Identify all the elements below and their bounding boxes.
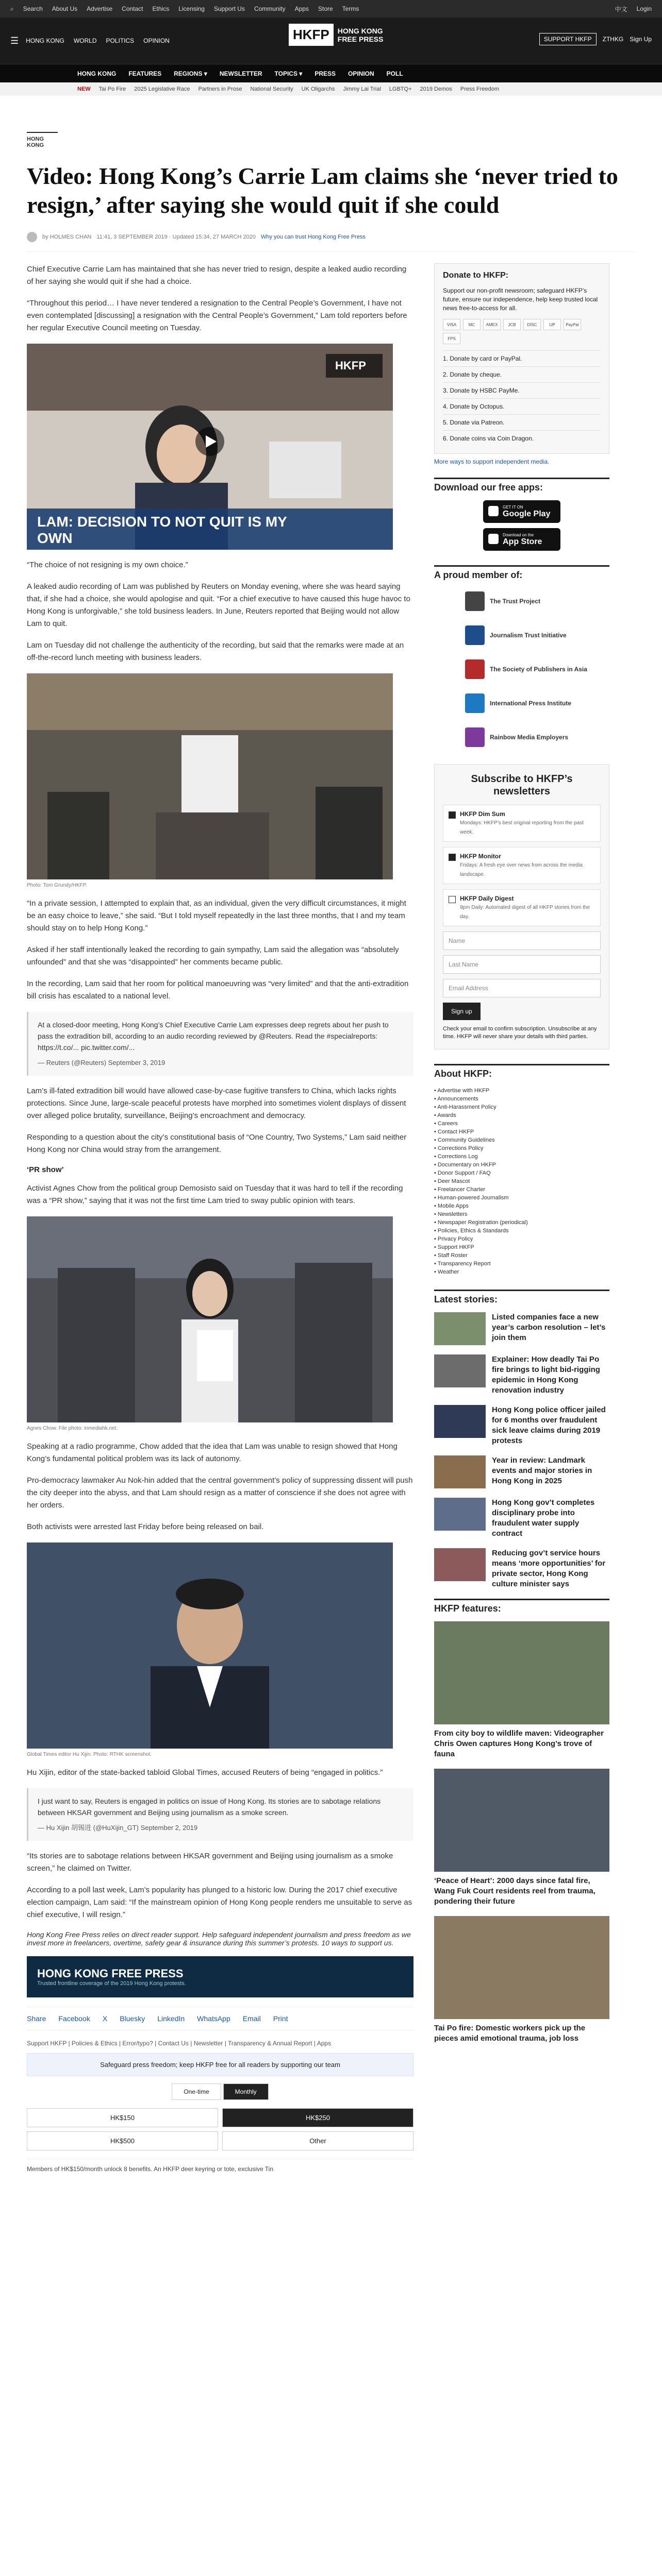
paragraph: A leaked audio recording of Lam was published by Reuters on Monday evening, where she was heard saying that, if she had a choice, she would apologise and quit. “For a chief executive to have caused this huge havoc to Hong Kong is unforgivable,” she told business leaders. In June, Reuters reported that Beijing would not allow Lam to quit.: [27, 582, 410, 628]
story-title[interactable]: Explainer: How deadly Tai Po fire brings to light bid-rigging epidemic in Hong Kong renovation industry: [492, 1355, 600, 1395]
nl-name: HKFP Daily Digest: [460, 895, 514, 902]
trend-link[interactable]: Partners in Prose: [198, 86, 242, 92]
top-link[interactable]: About Us: [52, 5, 78, 12]
login-link[interactable]: Login: [636, 5, 652, 12]
feature-story[interactable]: [434, 1621, 609, 1759]
donation-frequency-tabs: [27, 2083, 413, 2100]
member-logo[interactable]: [434, 690, 609, 717]
donation-amounts: [27, 2108, 413, 2150]
new-label: NEW: [77, 86, 91, 92]
trend-link[interactable]: UK Oligarchs: [301, 86, 335, 92]
donate-box: [434, 263, 609, 454]
paragraph: Asked if her staff intentionally leaked the recording to gain sympathy, Lam said the allegation was “absolutely unfounded” and that she was “disappointed” her comments became public.: [27, 945, 399, 967]
nl-desc: Fridays: A fresh eye over news from across the media landscape.: [460, 862, 583, 877]
apple-icon: [488, 534, 499, 544]
photo-agnes-chow: [27, 1216, 393, 1422]
about-title: About HKFP:: [434, 1064, 609, 1079]
paragraph: According to a poll last week, Lam’s popularity has plunged to a historic low. During the 2017 chief executive election campaign, Lam said: “If the mainstream opinion of Hong Kong people renders me unsuitable to serve as chief executive, I will resign.”: [27, 1886, 412, 1919]
about-link[interactable]: • Corrections Policy: [434, 1145, 484, 1151]
share-linkedin[interactable]: LinkedIn: [157, 2014, 185, 2023]
about-link[interactable]: • Careers: [434, 1121, 458, 1127]
paragraph: Hu Xijin, editor of the state-backed tabloid Global Times, accused Reuters of being “engaged in politics.”: [27, 1768, 383, 1777]
donate-method[interactable]: 4. Donate by Octopus.: [443, 398, 601, 414]
banner-title: HONG KONG FREE PRESS: [37, 1967, 184, 1980]
nl-desc: Mondays: HKFP’s best original reporting from the past week.: [460, 820, 584, 835]
paragraph: Activist Agnes Chow from the political group Demosisto said on Tuesday that it was hard to tell if the recording was a “PR show,” saying that it was not the first time Lam tried to sway public opinion with tears.: [27, 1184, 403, 1205]
card-icon: PayPal: [564, 319, 581, 330]
about-link[interactable]: • Newsletters: [434, 1211, 468, 1217]
gp-label: Google Play: [503, 509, 551, 518]
checkbox[interactable]: [449, 811, 456, 819]
nav-item[interactable]: FEATURES: [128, 70, 162, 77]
top-link[interactable]: Advertise: [87, 5, 113, 12]
video-logo: HKFP: [335, 359, 366, 372]
trust-project-logo: [465, 591, 485, 611]
newsletter-option[interactable]: [443, 847, 601, 884]
donate-method[interactable]: 3. Donate by HSBC PayMe.: [443, 382, 601, 398]
top-link[interactable]: Terms: [342, 5, 359, 12]
paragraph: Responding to a question about the city’s constitutional basis of “One Country, Two Systems,” Lam said neither Hong Kong nor China would stray from the arrangement.: [27, 1133, 407, 1154]
story-thumbnail[interactable]: [434, 1312, 486, 1345]
about-link[interactable]: • Policies, Ethics & Standards: [434, 1228, 509, 1234]
article-footer-links[interactable]: Support HKFP | Policies & Ethics | Error/typo? | Contact Us | Newsletter | Transparency & Annual Report | Apps: [27, 2040, 332, 2047]
paragraph: Lam’s ill-fated extradition bill would have allowed case-by-case fugitive transfers to China, which lacks rights protections. Since June, large-scale peaceful protests have morphed into sometimes violent displays of dissent over alleged police brutality, surveillance, Beijing’s encroachment and democracy.: [27, 1087, 406, 1120]
about-list: [434, 1087, 609, 1276]
banner-subtitle: Trusted frontline coverage of the 2019 Hong Kong protests.: [37, 1980, 186, 1987]
about-link[interactable]: • Documentary on HKFP: [434, 1162, 496, 1168]
member-logo[interactable]: [434, 588, 609, 615]
nav-item[interactable]: NEWSLETTER: [219, 70, 262, 77]
language-link[interactable]: 中文: [615, 5, 627, 13]
latest-list: [434, 1312, 609, 1589]
trend-link[interactable]: Press Freedom: [460, 86, 500, 92]
paragraph: “The choice of not resigning is my own choice.”: [27, 561, 188, 569]
newsletter-option[interactable]: [443, 805, 601, 842]
section-heading: ‘PR show’: [27, 1165, 64, 1174]
top-link[interactable]: Support Us: [213, 5, 245, 12]
card-icon: FPS: [443, 333, 460, 344]
donate-methods: [443, 350, 601, 446]
top-link[interactable]: Contact: [122, 5, 143, 12]
hkfp-banner[interactable]: [27, 1956, 413, 1997]
share-bar: [27, 2007, 413, 2030]
story-title[interactable]: Hong Kong police officer jailed for 6 months over fraudulent sick leave claims during 2019 protests: [492, 1405, 606, 1445]
embedded-tweet[interactable]: [27, 1788, 413, 1841]
nl-desc: 9pm Daily: Automated digest of all HKFP stories from the day.: [460, 905, 590, 920]
story-title[interactable]: Reducing gov’t service hours means ‘more opportunities’ for private sector, Hong Kong culture minister says: [492, 1549, 606, 1588]
latest-story[interactable]: [434, 1455, 609, 1488]
nav-item[interactable]: POLL: [386, 70, 403, 77]
tweet-text: I just want to say, Reuters is engaged in politics on issue of Hong Kong. Its stories are to sabotage relations between HKSAR government and Beijing using journalism as a smoke screen.: [38, 1797, 381, 1817]
donate-title: Donate to HKFP:: [443, 271, 509, 280]
member-logo[interactable]: [434, 724, 609, 751]
google-play-button[interactable]: [483, 500, 560, 523]
sidebar: [434, 263, 609, 2173]
name-field[interactable]: Name: [443, 931, 601, 950]
mast-link[interactable]: POLITICS: [106, 37, 135, 44]
newsletter-title: Subscribe to HKFP’s newsletters: [471, 773, 573, 797]
video-caption: LAM: DECISION TO NOT QUIT IS MY OWN: [37, 514, 287, 546]
paragraph: “In a private session, I attempted to explain that, as an individual, given the very difficult circumstances, it might be an easy choice to leave,” she said. “But I told myself repeatedly in the last three months, that I and my team should stay on to help Hong Kong.”: [27, 899, 406, 933]
about-link[interactable]: • Announcements: [434, 1096, 478, 1102]
nav-item[interactable]: HONG KONG: [77, 70, 117, 77]
card-icon: DISC: [523, 319, 541, 330]
checkbox[interactable]: [449, 896, 456, 903]
share-label: Share: [27, 2014, 46, 2023]
member-logo[interactable]: [434, 656, 609, 683]
support-note: Hong Kong Free Press relies on direct reader support. Help safeguard independent journalism and press freedom as we invest more in freelancers, overtime, safety gear & insurance during this summer’s protests. 10 ways to support us.: [27, 1930, 411, 1947]
as-small: Download on the: [503, 532, 534, 537]
story-thumbnail[interactable]: [434, 1455, 486, 1488]
member-name: International Press Institute: [490, 700, 572, 707]
story-thumbnail[interactable]: [434, 1548, 486, 1581]
logo-line1: HONG KONG: [337, 26, 383, 35]
tweet-source[interactable]: — Reuters (@Reuters) September 3, 2019: [38, 1059, 166, 1066]
trend-link[interactable]: National Security: [250, 86, 293, 92]
feature-image[interactable]: [434, 1621, 609, 1724]
amount-option[interactable]: HK$150: [27, 2108, 218, 2127]
about-link[interactable]: • Anti-Harassment Policy: [434, 1104, 496, 1110]
latest-story[interactable]: [434, 1312, 609, 1345]
lang-link[interactable]: ZTHKG: [602, 36, 624, 43]
amount-option[interactable]: HK$500: [27, 2131, 218, 2150]
feature-story[interactable]: [434, 1769, 609, 1907]
member-name: Journalism Trust Initiative: [490, 632, 567, 639]
members-note: Members of HK$150/month unlock 8 benefits. An HKFP deer keyring or tote, exclusive Tin: [27, 2159, 413, 2173]
member-name: The Society of Publishers in Asia: [490, 666, 587, 673]
about-link[interactable]: • Staff Roster: [434, 1252, 468, 1259]
signup-link[interactable]: Sign Up: [630, 36, 652, 43]
paragraph: Speaking at a radio programme, Chow added that the idea that Lam was unable to resign showed that Hong Kong’s fundamental political problem was its lack of autonomy.: [27, 1442, 398, 1463]
payment-cards: [443, 319, 601, 344]
play-icon: [488, 506, 499, 516]
paragraph: “Its stories are to sabotage relations between HKSAR government and Beijing using journalism as a smoke screen,” he claimed on Twitter.: [27, 1852, 393, 1873]
trend-link[interactable]: LGBTQ+: [389, 86, 412, 92]
share-email[interactable]: Email: [242, 2014, 261, 2023]
about-link[interactable]: • Human-powered Journalism: [434, 1195, 509, 1201]
about-link[interactable]: • Privacy Policy: [434, 1236, 473, 1242]
app-store-button[interactable]: [483, 528, 560, 551]
top-link[interactable]: Community: [254, 5, 286, 12]
article-body: [27, 263, 413, 2173]
nav-item[interactable]: TOPICS ▾: [274, 70, 303, 77]
confirm-note: Check your email to confirm subscription. Unsubscribe at any time. HKFP will never share your details with third parties.: [443, 1026, 597, 1040]
tab-one-time[interactable]: One-time: [172, 2083, 221, 2100]
apps-title: Download our free apps:: [434, 478, 609, 493]
card-icon: UP: [543, 319, 561, 330]
top-bar: [0, 0, 662, 18]
story-thumbnail[interactable]: [434, 1354, 486, 1387]
nav-item[interactable]: OPINION: [348, 70, 374, 77]
top-link[interactable]: Store: [318, 5, 333, 12]
gp-small: GET IT ON: [503, 504, 523, 510]
mast-link[interactable]: WORLD: [73, 37, 97, 44]
donate-text[interactable]: Support our non-profit newsroom; safeguard HKFP’s future, ensure our independence, help keep trusted local news free-to-access for all.: [443, 287, 598, 312]
features-list: [434, 1621, 609, 2044]
donate-method[interactable]: 1. Donate by card or PayPal.: [443, 350, 601, 366]
trend-link[interactable]: Jimmy Lai Trial: [343, 86, 381, 92]
share-facebook[interactable]: Facebook: [58, 2014, 90, 2023]
last-name-field[interactable]: Last Name: [443, 955, 601, 974]
mast-link[interactable]: OPINION: [143, 37, 170, 44]
story-title[interactable]: Listed companies face a new year’s carbon resolution – let’s join them: [492, 1313, 606, 1342]
nl-name: HKFP Monitor: [460, 853, 501, 860]
about-link[interactable]: • Weather: [434, 1269, 459, 1275]
card-icon: JCB: [503, 319, 521, 330]
about-link[interactable]: • Corrections Log: [434, 1154, 478, 1160]
trend-link[interactable]: Tai Po Fire: [98, 86, 126, 92]
email-field[interactable]: Email Address: [443, 979, 601, 997]
about-link[interactable]: • Transparency Report: [434, 1261, 491, 1267]
byline: [27, 232, 635, 252]
about-link[interactable]: • Advertise with HKFP: [434, 1088, 490, 1094]
about-link[interactable]: • Awards: [434, 1112, 456, 1118]
search-link[interactable]: Search: [23, 5, 43, 12]
latest-story[interactable]: [434, 1498, 609, 1539]
newsletter-option[interactable]: [443, 889, 601, 926]
feature-title[interactable]: From city boy to wildlife maven: Videographer Chris Owen captures Hong Kong’s trove of fauna: [434, 1729, 604, 1758]
photo-caption: Agnes Chow. File photo: inmediahk.net.: [27, 1426, 118, 1431]
story-thumbnail[interactable]: [434, 1405, 486, 1438]
support-button[interactable]: SUPPORT HKFP: [539, 33, 597, 45]
tab-monthly[interactable]: Monthly: [223, 2083, 269, 2100]
member-name: The Trust Project: [490, 598, 541, 605]
about-link[interactable]: • Freelancer Charter: [434, 1187, 486, 1193]
photo-press-conference: [27, 673, 393, 879]
feature-title[interactable]: ‘Peace of Heart’: 2000 days since fatal fire, Wang Fuk Court residents reel from trauma, pondering their future: [434, 1876, 595, 1906]
donate-method[interactable]: 5. Donate via Patreon.: [443, 414, 601, 430]
jti-logo: [465, 625, 485, 645]
latest-story[interactable]: [434, 1548, 609, 1589]
tweet-text: At a closed-door meeting, Hong Kong’s Chief Executive Carrie Lam expresses deep regrets about her push to pass the extradition bill, according to an audio recording reviewed by @Reuters. Read the #specialreports: https://t.co/... pic.twitter.com/...: [38, 1021, 389, 1052]
about-link[interactable]: • Community Guidelines: [434, 1137, 495, 1143]
hkfp-logo[interactable]: [289, 24, 383, 46]
nav-item[interactable]: PRESS: [315, 70, 336, 77]
donate-method[interactable]: 6. Donate coins via Coin Dragon.: [443, 430, 601, 446]
newsletter-box: [434, 764, 609, 1049]
donate-strip: Safeguard press freedom; keep HKFP free for all readers by supporting our team: [27, 2053, 413, 2076]
latest-story[interactable]: [434, 1405, 609, 1446]
rainbow-logo: [465, 727, 485, 747]
ipi-logo: [465, 693, 485, 713]
signup-button[interactable]: Sign up: [443, 1003, 481, 1020]
article-title: Video: Hong Kong’s Carrie Lam claims she ‘never tried to resign,’ after saying she would quit if she could: [27, 163, 618, 218]
trend-link[interactable]: 2025 Legislative Race: [134, 86, 190, 92]
about-link[interactable]: • Donor Support / FAQ: [434, 1170, 491, 1176]
photo-hu-xijin: [27, 1543, 393, 1749]
trust-link[interactable]: Why you can trust Hong Kong Free Press: [260, 234, 366, 240]
trend-link[interactable]: 2019 Demos: [420, 86, 452, 92]
author-name[interactable]: by HOLMES CHAN: [42, 234, 92, 240]
trending-bar: [0, 82, 662, 96]
about-link[interactable]: • Support HKFP: [434, 1244, 474, 1250]
share-x[interactable]: X: [102, 2014, 108, 2023]
features-title: HKFP features:: [434, 1599, 609, 1614]
share-bluesky[interactable]: Bluesky: [120, 2014, 145, 2023]
paragraph: In the recording, Lam said that her room for political manoeuvring was “very limited” and that the anti-extradition bill crisis has escalated to a national level.: [27, 979, 409, 1001]
mast-link[interactable]: HONG KONG: [26, 37, 64, 44]
author-avatar: [27, 232, 37, 242]
about-link[interactable]: • Deer Mascot: [434, 1178, 470, 1184]
photo-caption: Photo: Tom Grundy/HKFP.: [27, 883, 87, 888]
amount-option[interactable]: HK$250: [222, 2108, 413, 2127]
date: 11:41, 3 SEPTEMBER 2019 · Updated 15:34, 27 MARCH 2020: [96, 234, 256, 240]
embedded-tweet[interactable]: [27, 1012, 413, 1076]
search-icon[interactable]: ⌕: [10, 5, 14, 12]
menu-icon[interactable]: ☰: [10, 35, 19, 46]
feature-title[interactable]: Tai Po fire: Domestic workers pick up the pieces amid emotional trauma, job loss: [434, 2024, 586, 2043]
logo-box: HKFP: [289, 24, 334, 46]
story-title[interactable]: Year in review: Landmark events and major stories in Hong Kong in 2025: [492, 1456, 592, 1485]
top-link[interactable]: Licensing: [178, 5, 205, 12]
photo-caption: Global Times editor Hu Xijin. Photo: RTHK screenshot.: [27, 1752, 152, 1757]
feature-image[interactable]: [434, 1769, 609, 1872]
share-print[interactable]: Print: [273, 2014, 288, 2023]
video-player[interactable]: [27, 344, 393, 550]
main-nav: [0, 64, 662, 82]
top-link[interactable]: Apps: [294, 5, 309, 12]
feature-story[interactable]: [434, 1916, 609, 2044]
amount-option[interactable]: Other: [222, 2131, 413, 2150]
sopa-logo: [465, 659, 485, 679]
card-icon: AMEX: [483, 319, 501, 330]
about-link[interactable]: • Newspaper Registration (periodical): [434, 1219, 528, 1226]
paragraph: “Throughout this period… I have never tendered a resignation to the Central People’s Government, I have not even contemplated [discussing] a resignation with the Central People’s Government,” Lam told reporters before her regular Executive Council meeting on Tuesday.: [27, 299, 407, 332]
about-link[interactable]: • Contact HKFP: [434, 1129, 474, 1135]
paragraph: Lam on Tuesday did not challenge the authenticity of the recording, but said that the remarks were made at an off-the-record lunch meeting with business leaders.: [27, 641, 404, 662]
member-name: Rainbow Media Employers: [490, 734, 569, 741]
member-logo[interactable]: [434, 622, 609, 649]
category-kicker[interactable]: HONG KONG: [27, 132, 58, 148]
more-ways-link[interactable]: More ways to support independent media.: [434, 458, 550, 465]
nav-item[interactable]: REGIONS ▾: [174, 70, 207, 77]
card-icon: MC: [463, 319, 481, 330]
latest-story[interactable]: [434, 1354, 609, 1396]
latest-title: Latest stories:: [434, 1290, 609, 1305]
paragraph: Both activists were arrested last Friday before being released on bail.: [27, 1522, 264, 1531]
about-link[interactable]: • Mobile Apps: [434, 1203, 469, 1209]
share-whatsapp[interactable]: WhatsApp: [197, 2014, 230, 2023]
member-title: A proud member of:: [434, 565, 609, 581]
nl-name: HKFP Dim Sum: [460, 810, 505, 818]
as-label: App Store: [503, 537, 542, 546]
paragraph: Chief Executive Carrie Lam has maintained that she has never tried to resign, despite a leaked audio recording of her saying she would quit if she had a choice.: [27, 265, 407, 286]
story-title[interactable]: Hong Kong gov’t completes disciplinary probe into fraudulent water supply contract: [492, 1498, 595, 1538]
tweet-source[interactable]: — Hu Xijin 胡锡进 (@HuXijin_GT) September 2, 2019: [38, 1824, 198, 1832]
top-link[interactable]: Ethics: [152, 5, 170, 12]
checkbox[interactable]: [449, 854, 456, 861]
paragraph: Pro-democracy lawmaker Au Nok-hin added that the central government’s policy of suppressing dissent will push the city deeper into the abyss, and that Lam should resign as a matter of conscience if she does not agree with her orders.: [27, 1476, 413, 1510]
feature-image[interactable]: [434, 1916, 609, 2019]
story-thumbnail[interactable]: [434, 1498, 486, 1531]
logo-line2: FREE PRESS: [337, 35, 384, 43]
masthead: [0, 18, 662, 64]
card-icon: VISA: [443, 319, 460, 330]
donate-method[interactable]: 2. Donate by cheque.: [443, 366, 601, 382]
